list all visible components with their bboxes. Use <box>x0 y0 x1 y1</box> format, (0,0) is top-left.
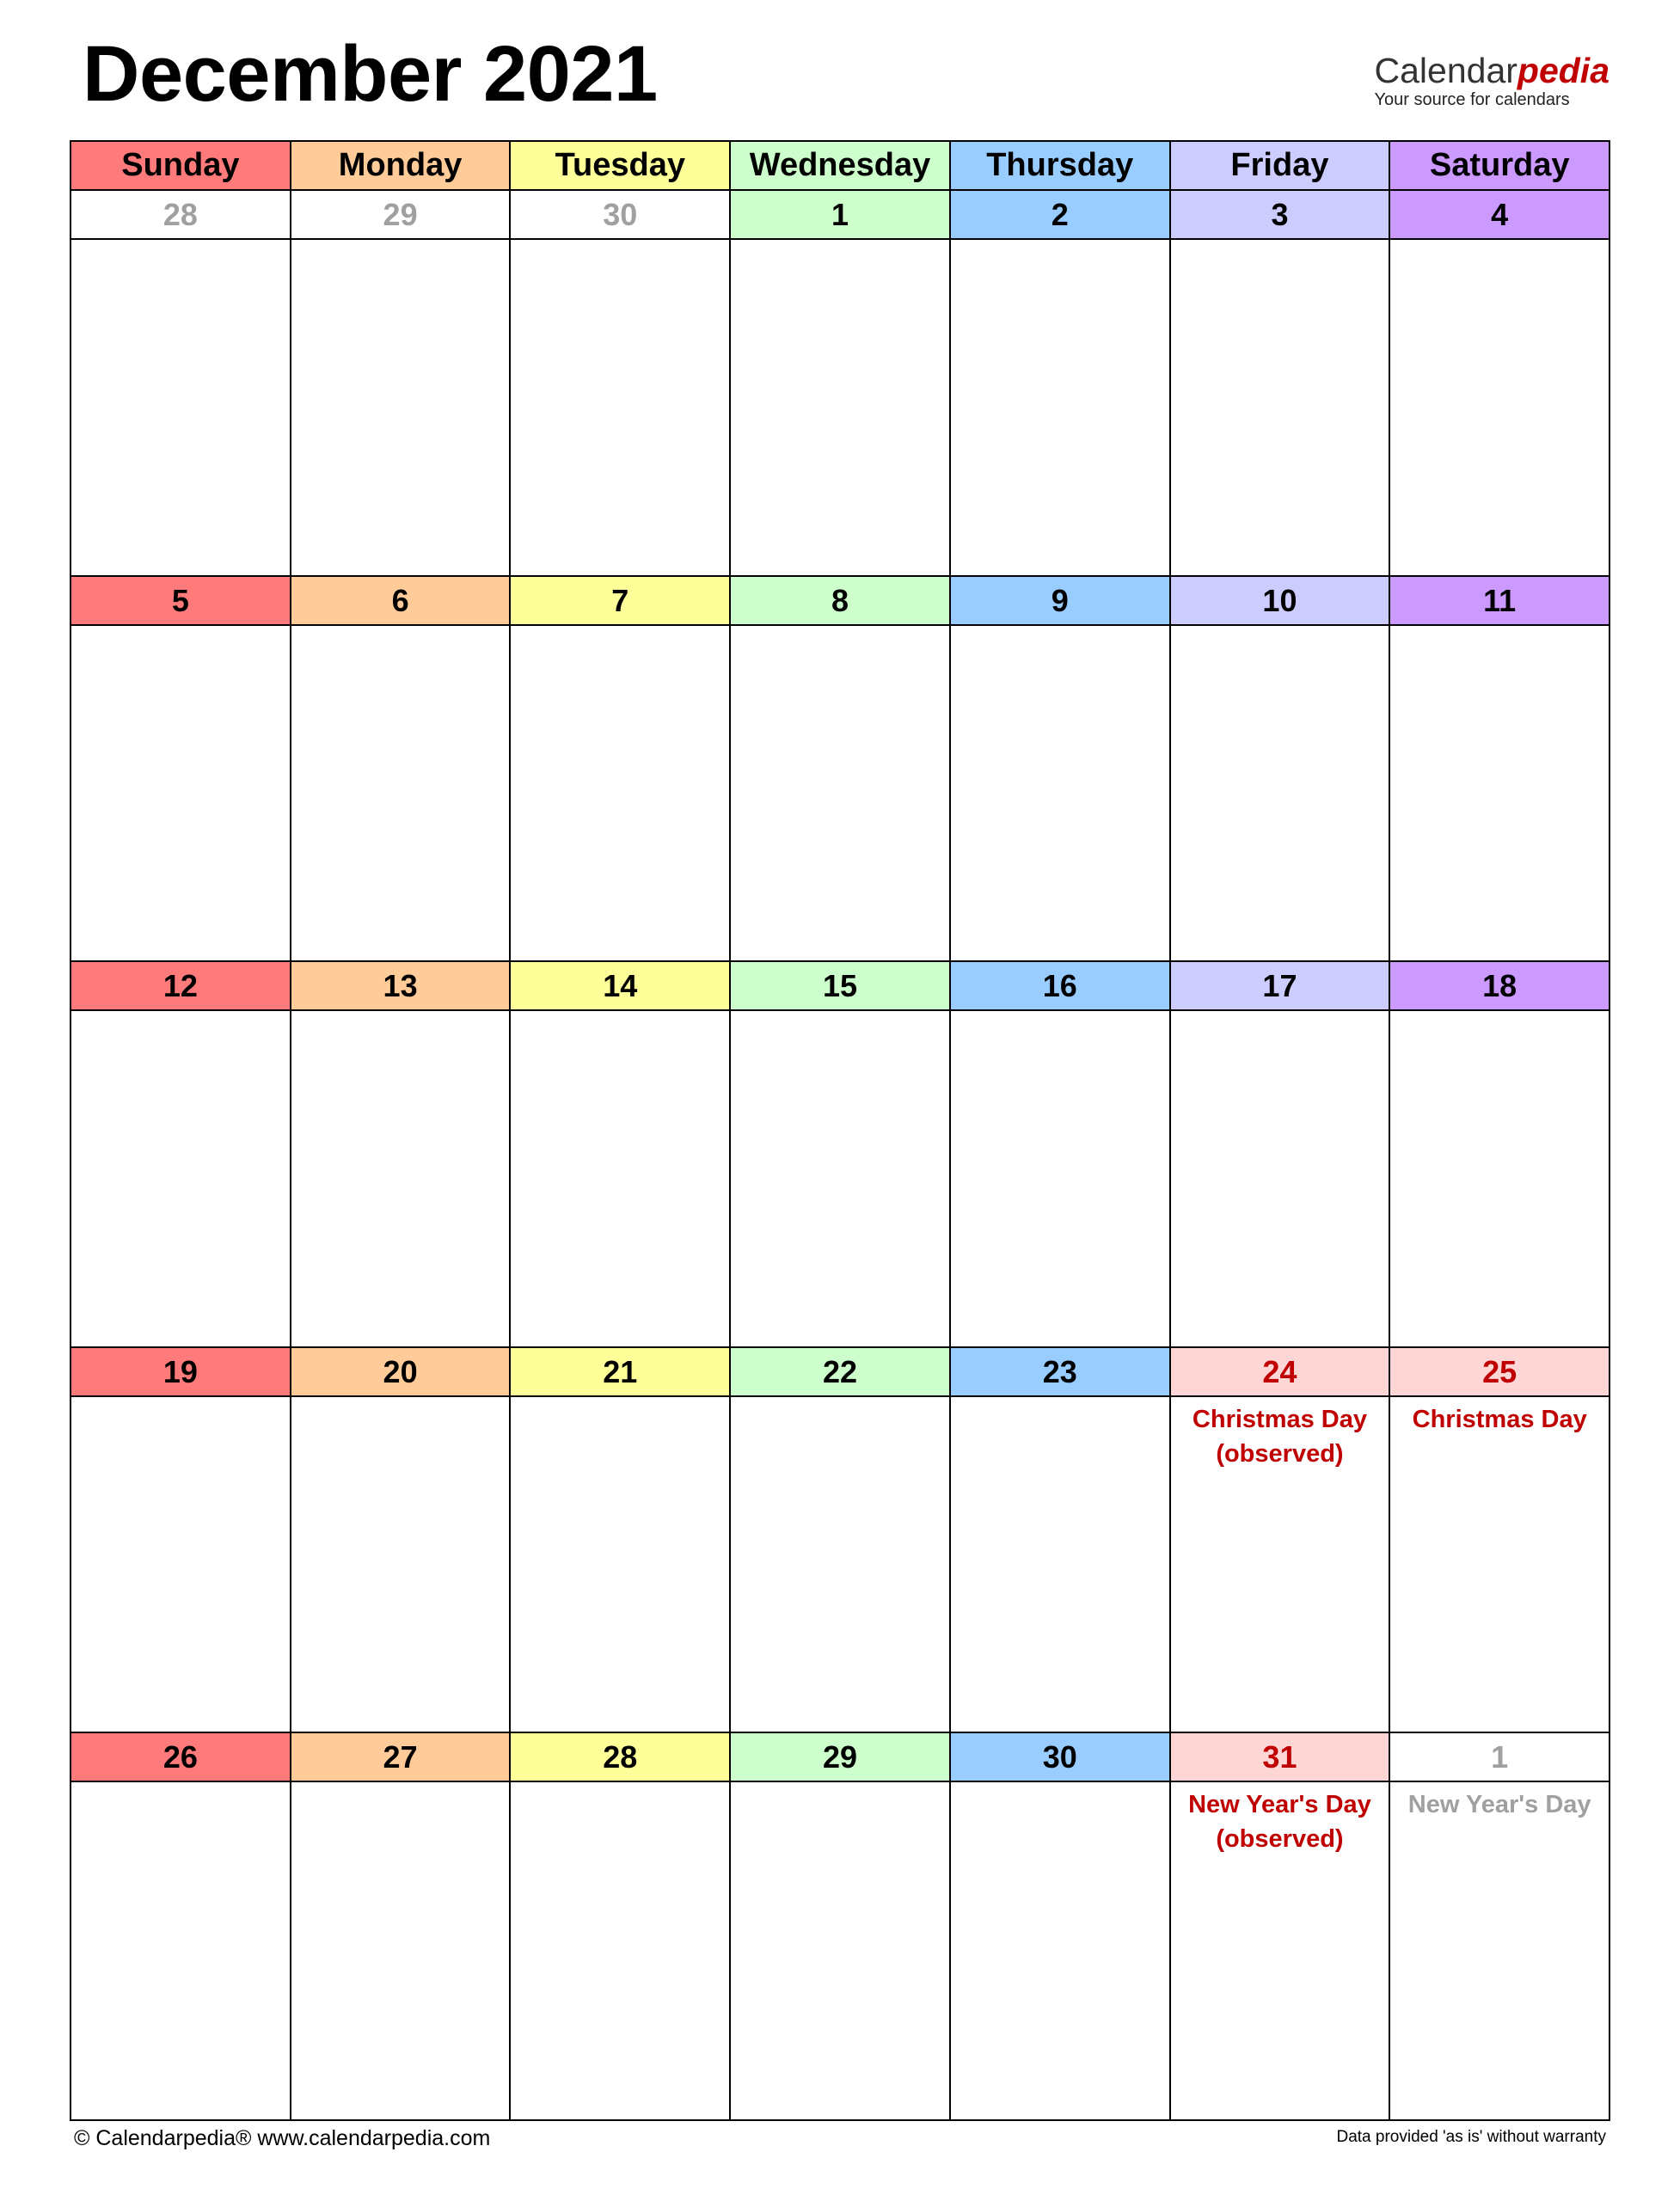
day-cell[interactable] <box>511 1733 731 2119</box>
day-number: 13 <box>291 962 510 1011</box>
day-number: 9 <box>951 577 1169 626</box>
day-cell[interactable] <box>951 962 1171 1348</box>
day-number: 10 <box>1171 577 1389 626</box>
day-number: 29 <box>731 1733 949 1782</box>
day-number: 25 <box>1390 1348 1609 1397</box>
week-row <box>71 962 1609 1348</box>
holiday-label <box>1390 1787 1609 1822</box>
holiday-label-line: (observed) <box>1216 1825 1344 1854</box>
day-number: 24 <box>1171 1348 1389 1397</box>
day-cell[interactable] <box>71 577 291 963</box>
day-cell[interactable] <box>1171 1348 1391 1734</box>
weekday-header-monday: Monday <box>291 142 512 191</box>
brand-tagline: Your source for calendars <box>1374 90 1570 109</box>
day-number: 2 <box>951 191 1169 240</box>
day-cell[interactable] <box>731 577 951 963</box>
day-number: 27 <box>291 1733 510 1782</box>
day-cell[interactable] <box>511 1348 731 1734</box>
weekday-header-thursday: Thursday <box>951 142 1171 191</box>
day-number: 8 <box>731 577 949 626</box>
day-cell[interactable] <box>511 962 731 1348</box>
day-number: 17 <box>1171 962 1389 1011</box>
day-cell[interactable] <box>1390 577 1609 963</box>
day-number: 31 <box>1171 1733 1389 1782</box>
day-number: 3 <box>1171 191 1389 240</box>
day-cell[interactable] <box>951 191 1171 577</box>
holiday-label <box>1171 1402 1389 1471</box>
day-number: 15 <box>731 962 949 1011</box>
day-cell[interactable] <box>951 1733 1171 2119</box>
footer-copyright: © Calendarpedia® www.calendarpedia.com <box>74 2126 491 2150</box>
day-number: 28 <box>71 191 290 240</box>
day-number: 21 <box>511 1348 729 1397</box>
footer-disclaimer: Data provided 'as is' without warranty <box>1336 2128 1606 2146</box>
week-row <box>71 1733 1609 2119</box>
day-cell[interactable] <box>731 191 951 577</box>
day-cell[interactable] <box>731 962 951 1348</box>
day-number: 30 <box>951 1733 1169 1782</box>
brand-name-accent: pedia <box>1517 51 1609 90</box>
weekday-header-wednesday: Wednesday <box>731 142 951 191</box>
holiday-label <box>1390 1402 1609 1437</box>
day-cell[interactable] <box>1390 1348 1609 1734</box>
day-number: 12 <box>71 962 290 1011</box>
day-number: 11 <box>1390 577 1609 626</box>
day-number: 16 <box>951 962 1169 1011</box>
day-cell[interactable] <box>71 191 291 577</box>
day-cell[interactable] <box>291 1348 512 1734</box>
day-cell[interactable] <box>731 1348 951 1734</box>
weekday-header-tuesday: Tuesday <box>511 142 731 191</box>
brand-logo <box>1375 53 1609 110</box>
day-cell[interactable] <box>1171 577 1391 963</box>
day-cell[interactable] <box>1171 1733 1391 2119</box>
day-number: 6 <box>291 577 510 626</box>
day-cell[interactable] <box>1390 1733 1609 2119</box>
day-cell[interactable] <box>511 191 731 577</box>
day-number: 22 <box>731 1348 949 1397</box>
day-cell[interactable] <box>1171 962 1391 1348</box>
holiday-label-line: Christmas Day <box>1192 1405 1367 1433</box>
holiday-label-line: New Year's Day <box>1188 1791 1371 1819</box>
day-cell[interactable] <box>511 577 731 963</box>
day-number: 30 <box>511 191 729 240</box>
day-cell[interactable] <box>71 962 291 1348</box>
day-number: 20 <box>291 1348 510 1397</box>
holiday-label-line: (observed) <box>1216 1439 1344 1468</box>
day-cell[interactable] <box>291 962 512 1348</box>
day-number: 26 <box>71 1733 290 1782</box>
day-cell[interactable] <box>291 577 512 963</box>
day-number: 29 <box>291 191 510 240</box>
day-number: 5 <box>71 577 290 626</box>
weekday-header-sunday: Sunday <box>71 142 291 191</box>
day-cell[interactable] <box>291 191 512 577</box>
day-number: 1 <box>1390 1733 1609 1782</box>
weekday-header-row <box>71 142 1609 191</box>
day-cell[interactable] <box>1390 962 1609 1348</box>
day-number: 4 <box>1390 191 1609 240</box>
day-number: 7 <box>511 577 729 626</box>
day-number: 28 <box>511 1733 729 1782</box>
holiday-label <box>1171 1787 1389 1856</box>
day-cell[interactable] <box>71 1733 291 2119</box>
day-number: 1 <box>731 191 949 240</box>
day-cell[interactable] <box>291 1733 512 2119</box>
holiday-label-line: New Year's Day <box>1407 1791 1591 1819</box>
weekday-header-friday: Friday <box>1171 142 1391 191</box>
page-title: December 2021 <box>83 30 658 118</box>
brand-name <box>1375 53 1609 89</box>
holiday-label-line: Christmas Day <box>1412 1405 1587 1433</box>
day-cell[interactable] <box>71 1348 291 1734</box>
day-cell[interactable] <box>951 577 1171 963</box>
day-number: 18 <box>1390 962 1609 1011</box>
day-number: 23 <box>951 1348 1169 1397</box>
day-cell[interactable] <box>951 1348 1171 1734</box>
day-number: 19 <box>71 1348 290 1397</box>
week-row <box>71 1348 1609 1734</box>
weekday-header-saturday: Saturday <box>1390 142 1609 191</box>
week-row <box>71 577 1609 963</box>
calendar-grid <box>70 140 1610 2121</box>
day-cell[interactable] <box>731 1733 951 2119</box>
day-cell[interactable] <box>1390 191 1609 577</box>
day-number: 14 <box>511 962 729 1011</box>
brand-name-plain: Calendar <box>1374 51 1518 90</box>
week-row <box>71 191 1609 577</box>
day-cell[interactable] <box>1171 191 1391 577</box>
